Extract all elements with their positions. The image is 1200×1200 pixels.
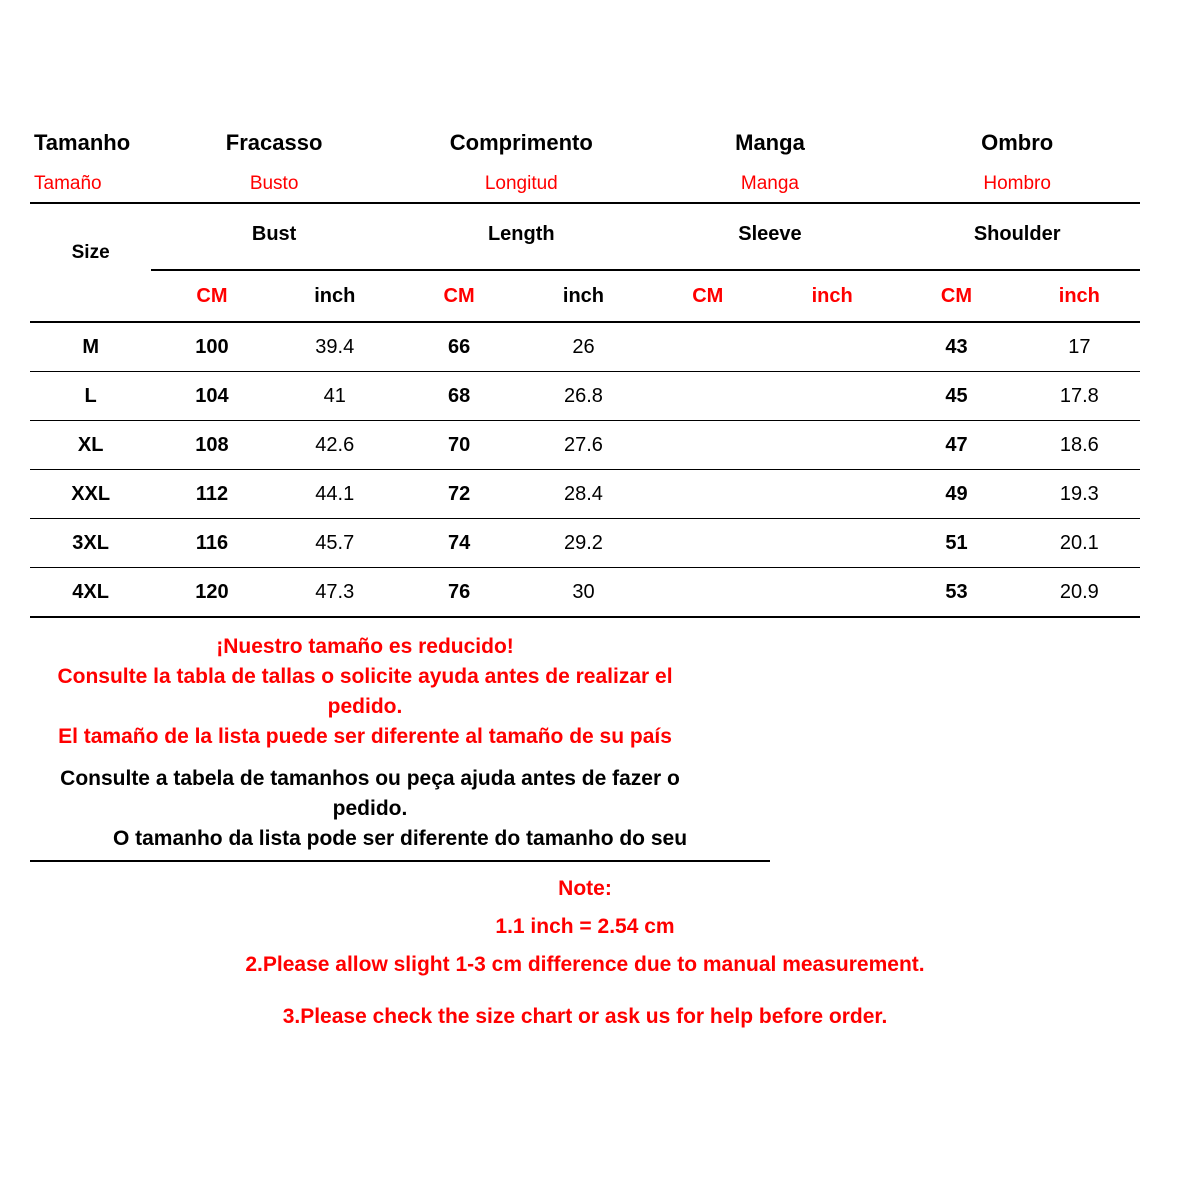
cell-bust-inch: 41 [273, 372, 397, 421]
note-es-line2: Consulte la tabla de tallas o solicite ayuda antes de realizar el pedido. [57, 665, 673, 718]
cell-length-inch: 28.4 [521, 470, 645, 519]
note-title: Note: [558, 877, 612, 900]
unit-shoulder-inch: inch [1058, 284, 1100, 307]
cell-bust-inch: 47.3 [273, 568, 397, 618]
cell-length-cm: 72 [397, 470, 521, 519]
cell-shoulder-cm: 51 [894, 519, 1018, 568]
cell-size: XXL [30, 470, 151, 519]
note-es-line1: ¡Nuestro tamaño es reducido! [216, 635, 514, 658]
header-en-sleeve: Sleeve [646, 203, 895, 270]
header-en-length: Length [397, 203, 646, 270]
cell-bust-inch: 42.6 [273, 421, 397, 470]
cell-sleeve-cm [646, 372, 770, 421]
header-en-bust: Bust [151, 203, 397, 270]
table-row [30, 470, 1140, 519]
header-row-spanish [30, 166, 1140, 203]
notes-section [30, 632, 1140, 1036]
cell-sleeve-cm [646, 519, 770, 568]
cell-shoulder-inch: 19.3 [1019, 470, 1140, 519]
cell-length-inch: 27.6 [521, 421, 645, 470]
header-en-size: Size [71, 242, 110, 263]
note-item-3: 3.Please check the size chart or ask us for help before order. [282, 1005, 888, 1028]
cell-length-cm: 76 [397, 568, 521, 618]
unit-bust-cm: CM [196, 284, 228, 307]
unit-shoulder-cm: CM [940, 284, 973, 307]
note-item-2: 2.Please allow slight 1-3 cm difference due to manual measurement. [245, 953, 925, 976]
header-es-bust: Busto [249, 173, 299, 194]
cell-bust-cm: 112 [151, 470, 272, 519]
cell-sleeve-inch [770, 421, 894, 470]
cell-bust-cm: 120 [151, 568, 272, 618]
cell-shoulder-inch: 20.9 [1019, 568, 1140, 618]
note-item-1: 1.1 inch = 2.54 cm [495, 915, 675, 938]
header-row-units [30, 270, 1140, 322]
spanish-note-block [30, 632, 700, 752]
cell-shoulder-inch: 20.1 [1019, 519, 1140, 568]
header-pt-sleeve: Manga [735, 130, 805, 155]
cell-bust-cm: 104 [151, 372, 272, 421]
cell-sleeve-inch [770, 372, 894, 421]
cell-length-cm: 70 [397, 421, 521, 470]
cell-size: 4XL [30, 568, 151, 618]
table-row [30, 372, 1140, 421]
unit-sleeve-cm: CM [692, 284, 724, 307]
cell-shoulder-inch: 17.8 [1019, 372, 1140, 421]
cell-shoulder-cm: 45 [894, 372, 1018, 421]
cell-shoulder-cm: 43 [894, 322, 1018, 372]
cell-sleeve-cm [646, 322, 770, 372]
cell-sleeve-cm [646, 568, 770, 618]
header-es-shoulder: Hombro [983, 173, 1051, 194]
header-pt-shoulder: Ombro [981, 130, 1054, 155]
table-row [30, 322, 1140, 372]
cell-length-cm: 66 [397, 322, 521, 372]
cell-size: XL [30, 421, 151, 470]
cell-bust-cm: 116 [151, 519, 272, 568]
cell-shoulder-cm: 49 [894, 470, 1018, 519]
cell-bust-inch: 44.1 [273, 470, 397, 519]
cell-length-inch: 30 [521, 568, 645, 618]
cell-size: M [30, 322, 151, 372]
header-es-length: Longitud [484, 173, 558, 194]
table-row [30, 568, 1140, 618]
cell-shoulder-inch: 18.6 [1019, 421, 1140, 470]
cell-bust-cm: 108 [151, 421, 272, 470]
header-es-size: Tamaño [34, 173, 102, 194]
cell-length-inch: 26.8 [521, 372, 645, 421]
cell-sleeve-inch [770, 322, 894, 372]
cell-shoulder-inch: 17 [1019, 322, 1140, 372]
header-row-english [30, 203, 1140, 270]
header-pt-length: Comprimento [449, 130, 593, 155]
note-pt-line2: O tamanho da lista pode ser diferente do tamanho do seu [30, 824, 770, 862]
cell-shoulder-cm: 53 [894, 568, 1018, 618]
cell-shoulder-cm: 47 [894, 421, 1018, 470]
cell-length-cm: 74 [397, 519, 521, 568]
unit-blank [30, 270, 151, 322]
cell-bust-cm: 100 [151, 322, 272, 372]
cell-sleeve-cm [646, 470, 770, 519]
note-spacer [30, 984, 1140, 998]
size-chart-table [30, 120, 1140, 618]
header-es-sleeve: Manga [740, 173, 800, 194]
header-en-shoulder: Shoulder [894, 203, 1140, 270]
note-pt-line1: Consulte a tabela de tamanhos ou peça ajuda antes de fazer o pedido. [60, 767, 680, 820]
unit-sleeve-inch: inch [811, 284, 853, 307]
cell-sleeve-inch [770, 519, 894, 568]
cell-bust-inch: 39.4 [273, 322, 397, 372]
cell-length-cm: 68 [397, 372, 521, 421]
general-note-block [30, 862, 1140, 1036]
cell-sleeve-inch [770, 568, 894, 618]
header-pt-size: Tamanho [34, 130, 131, 155]
cell-bust-inch: 45.7 [273, 519, 397, 568]
note-es-line3: El tamaño de la lista puede ser diferente al tamaño de su país [58, 725, 672, 748]
unit-length-cm: CM [443, 284, 475, 307]
size-chart-table-container [30, 120, 1140, 618]
cell-length-inch: 29.2 [521, 519, 645, 568]
cell-sleeve-cm [646, 421, 770, 470]
table-row [30, 519, 1140, 568]
cell-size: 3XL [30, 519, 151, 568]
header-row-portuguese [30, 120, 1140, 166]
unit-bust-inch: inch [314, 284, 356, 307]
header-pt-bust: Fracasso [225, 130, 323, 155]
cell-length-inch: 26 [521, 322, 645, 372]
cell-sleeve-inch [770, 470, 894, 519]
table-row [30, 421, 1140, 470]
portuguese-note-block [30, 752, 710, 862]
cell-size: L [30, 372, 151, 421]
unit-length-inch: inch [562, 284, 605, 307]
